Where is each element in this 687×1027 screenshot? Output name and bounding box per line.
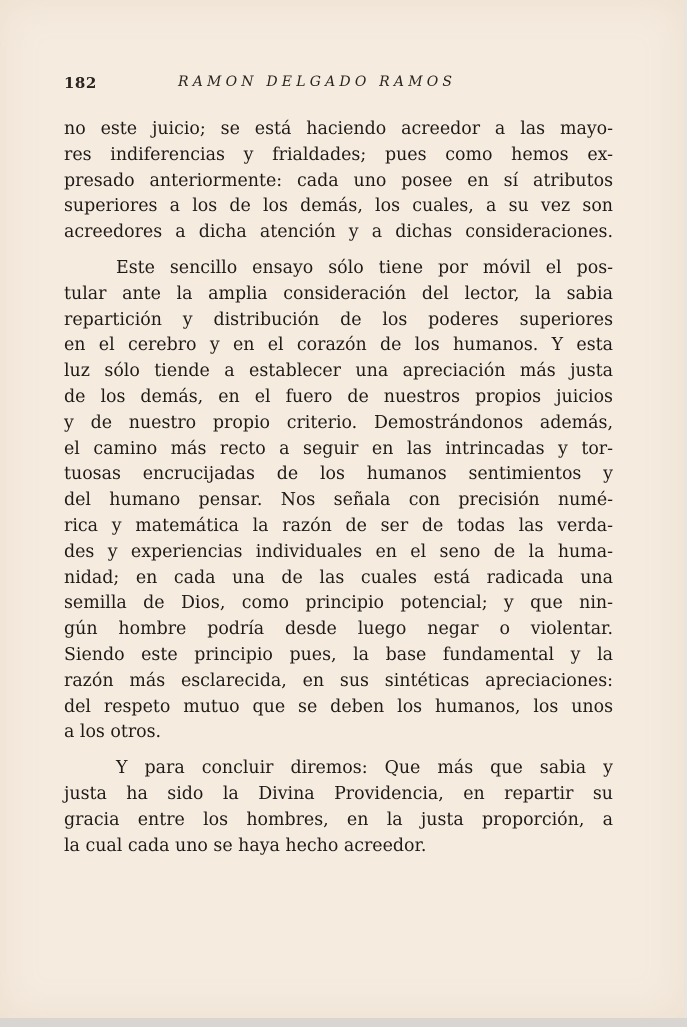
text-line: la cual cada uno se haya hecho acreedor.	[64, 835, 427, 856]
paragraph-2	[64, 256, 613, 746]
text-line: tuosas encrucijadas de los humanos sentimientos y	[64, 464, 613, 485]
text-line: nidad; en cada una de las cuales está radicada una	[64, 567, 613, 588]
paragraph-3	[64, 756, 613, 859]
page-header	[64, 74, 612, 96]
text-line: y de nuestro propio criterio. Demostrándonos además,	[64, 412, 613, 433]
body-text	[64, 117, 613, 869]
text-line: de los demás, en el fuero de nuestros propios juicios	[64, 386, 613, 407]
text-line: rica y matemática la razón de ser de todas las verda-	[64, 515, 613, 536]
text-line: Este sencillo ensayo sólo tiene por móvil el pos-	[116, 257, 613, 278]
text-line: del respeto mutuo que se deben los humanos, los unos	[64, 696, 613, 717]
page-number: 182	[64, 74, 97, 92]
running-title: RAMON DELGADO RAMOS	[178, 74, 457, 90]
text-line: des y experiencias individuales en el seno de la huma-	[64, 541, 613, 562]
text-line: res indiferencias y frialdades; pues como hemos ex-	[64, 144, 613, 165]
text-line: gracia entre los hombres, en la justa proporción, a	[64, 809, 613, 830]
text-line: razón más esclarecida, en sus sintéticas apreciaciones:	[64, 670, 613, 691]
text-line: acreedores a dicha atención y a dichas consideraciones.	[64, 222, 613, 243]
text-line: tular ante la amplia consideración del lector, la sabia	[64, 283, 613, 304]
text-line: en el cerebro y en el corazón de los humanos. Y esta	[64, 335, 613, 356]
text-line: justa ha sido la Divina Providencia, en repartir su	[64, 783, 613, 804]
text-line: presado anteriormente: cada uno posee en sí atributos	[64, 170, 613, 191]
paragraph-1	[64, 117, 613, 246]
text-line: no este juicio; se está haciendo acreedor a las mayo-	[64, 119, 613, 139]
page-edge	[0, 1018, 687, 1027]
text-line: el camino más recto a seguir en las intrincadas y tor-	[64, 438, 613, 459]
text-line: superiores a los de los demás, los cuales, a su vez son	[64, 196, 613, 217]
text-line: a los otros.	[64, 722, 162, 743]
text-line: Siendo este principio pues, la base fundamental y la	[64, 644, 613, 665]
text-line: Y para concluir diremos: Que más que sabia y	[116, 758, 613, 779]
text-line: gún hombre podría desde luego negar o violentar.	[64, 619, 613, 640]
text-line: del humano pensar. Nos señala con precisión numé-	[64, 490, 613, 511]
text-line: semilla de Dios, como principio potencial; y que nin-	[64, 593, 613, 614]
text-line: luz sólo tiende a establecer una apreciación más justa	[64, 361, 613, 382]
text-line: repartición y distribución de los poderes superiores	[64, 309, 613, 330]
